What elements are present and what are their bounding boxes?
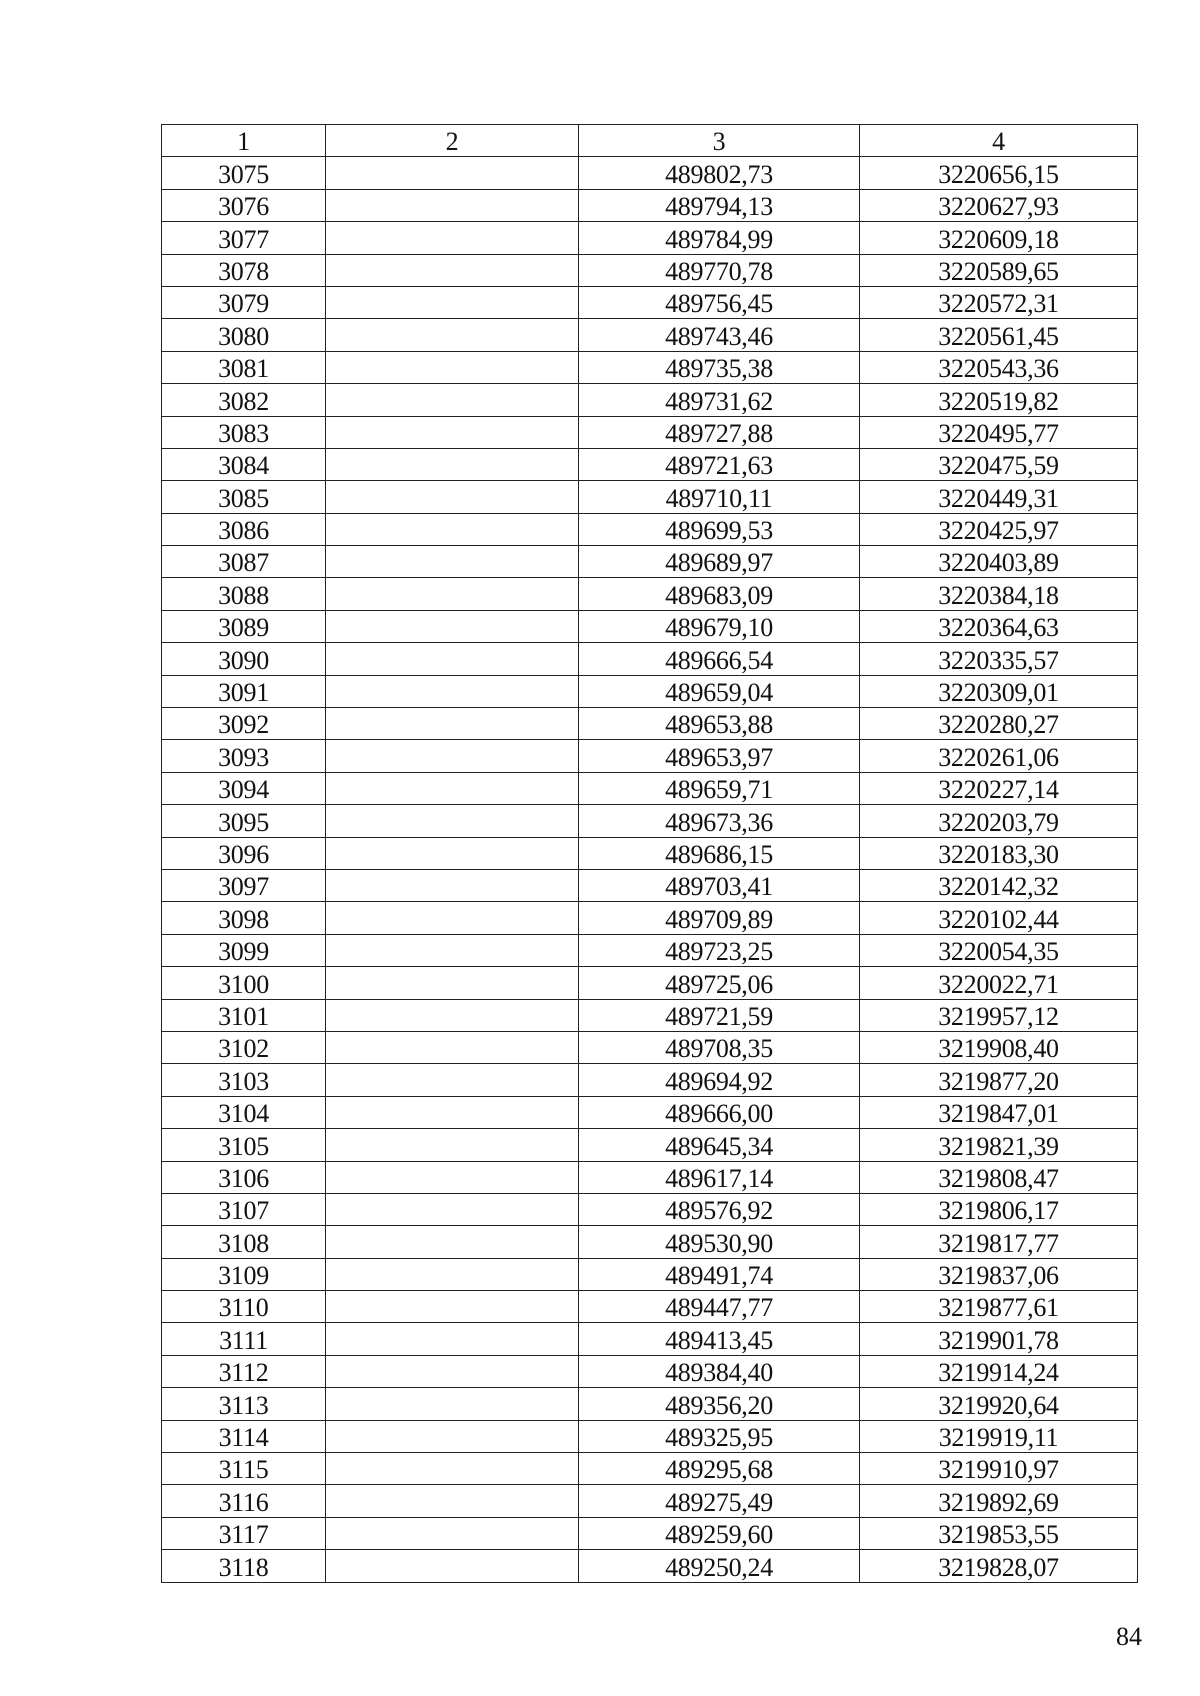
table-cell-col-1: 3101 bbox=[162, 999, 326, 1031]
table-cell-col-1: 3106 bbox=[162, 1161, 326, 1193]
table-row bbox=[162, 416, 1138, 448]
table-cell-col-4: 3219901,78 bbox=[860, 1323, 1138, 1355]
table-cell-col-4: 3220102,44 bbox=[860, 902, 1138, 934]
table-cell-col-1: 3077 bbox=[162, 222, 326, 254]
table-cell-col-1: 3113 bbox=[162, 1388, 326, 1420]
table-cell-col-3: 489259,60 bbox=[579, 1517, 860, 1549]
table-cell-col-4: 3220627,93 bbox=[860, 189, 1138, 221]
table-cell-col-3: 489659,04 bbox=[579, 675, 860, 707]
table-row bbox=[162, 967, 1138, 999]
table-cell-col-2 bbox=[326, 708, 579, 740]
table-row bbox=[162, 1161, 1138, 1193]
table-cell-col-3: 489673,36 bbox=[579, 805, 860, 837]
table-row bbox=[162, 157, 1138, 189]
table-cell-col-1: 3097 bbox=[162, 869, 326, 901]
table-cell-col-1: 3076 bbox=[162, 189, 326, 221]
table-row bbox=[162, 675, 1138, 707]
table-cell-col-1: 3111 bbox=[162, 1323, 326, 1355]
table-row bbox=[162, 1258, 1138, 1290]
table-row bbox=[162, 902, 1138, 934]
table-cell-col-4: 3220364,63 bbox=[860, 610, 1138, 642]
table-row bbox=[162, 1485, 1138, 1517]
table-cell-col-3: 489250,24 bbox=[579, 1550, 860, 1582]
table-cell-col-2 bbox=[326, 1355, 579, 1387]
table-cell-col-4: 3219919,11 bbox=[860, 1420, 1138, 1452]
table-cell-col-2 bbox=[326, 546, 579, 578]
table-cell-col-2 bbox=[326, 902, 579, 934]
table-cell-col-2 bbox=[326, 1258, 579, 1290]
table-cell-col-4: 3219853,55 bbox=[860, 1517, 1138, 1549]
table-cell-col-4: 3220227,14 bbox=[860, 772, 1138, 804]
table-cell-col-4: 3220054,35 bbox=[860, 934, 1138, 966]
table-cell-col-3: 489325,95 bbox=[579, 1420, 860, 1452]
table-cell-col-1: 3116 bbox=[162, 1485, 326, 1517]
table-cell-col-2 bbox=[326, 1129, 579, 1161]
table-cell-col-3: 489723,25 bbox=[579, 934, 860, 966]
table-cell-col-3: 489743,46 bbox=[579, 319, 860, 351]
table-cell-col-2 bbox=[326, 384, 579, 416]
table-cell-col-3: 489802,73 bbox=[579, 157, 860, 189]
table-cell-col-3: 489576,92 bbox=[579, 1193, 860, 1225]
table-cell-col-1: 3091 bbox=[162, 675, 326, 707]
table-cell-col-3: 489679,10 bbox=[579, 610, 860, 642]
page-number: 84 bbox=[1116, 1622, 1142, 1651]
table-cell-col-1: 3082 bbox=[162, 384, 326, 416]
table-cell-col-1: 3075 bbox=[162, 157, 326, 189]
table-cell-col-4: 3219808,47 bbox=[860, 1161, 1138, 1193]
table-cell-col-4: 3220183,30 bbox=[860, 837, 1138, 869]
table-cell-col-4: 3220142,32 bbox=[860, 869, 1138, 901]
table-cell-col-2 bbox=[326, 675, 579, 707]
table-cell-col-2 bbox=[326, 1031, 579, 1063]
table-cell-col-3: 489617,14 bbox=[579, 1161, 860, 1193]
table-row bbox=[162, 1517, 1138, 1549]
table-row bbox=[162, 448, 1138, 480]
header-col-1: 1 bbox=[162, 125, 326, 157]
table-cell-col-1: 3088 bbox=[162, 578, 326, 610]
table-row bbox=[162, 1291, 1138, 1323]
table-cell-col-2 bbox=[326, 837, 579, 869]
table-row bbox=[162, 1096, 1138, 1128]
table-row bbox=[162, 999, 1138, 1031]
table-header bbox=[162, 125, 1138, 157]
table-row bbox=[162, 1453, 1138, 1485]
table-cell-col-4: 3220280,27 bbox=[860, 708, 1138, 740]
table-row bbox=[162, 1064, 1138, 1096]
table-cell-col-1: 3094 bbox=[162, 772, 326, 804]
table-cell-col-3: 489709,89 bbox=[579, 902, 860, 934]
table-row bbox=[162, 384, 1138, 416]
table-cell-col-1: 3110 bbox=[162, 1291, 326, 1323]
table-row bbox=[162, 610, 1138, 642]
table-row bbox=[162, 222, 1138, 254]
table-row bbox=[162, 578, 1138, 610]
table-cell-col-4: 3219877,20 bbox=[860, 1064, 1138, 1096]
table-row bbox=[162, 837, 1138, 869]
table-cell-col-3: 489694,92 bbox=[579, 1064, 860, 1096]
table-cell-col-4: 3219877,61 bbox=[860, 1291, 1138, 1323]
table-cell-col-2 bbox=[326, 869, 579, 901]
table-row bbox=[162, 708, 1138, 740]
table-row bbox=[162, 1550, 1138, 1582]
table-row bbox=[162, 869, 1138, 901]
table-cell-col-4: 3220589,65 bbox=[860, 254, 1138, 286]
table-row bbox=[162, 1355, 1138, 1387]
header-col-2: 2 bbox=[326, 125, 579, 157]
table-cell-col-3: 489686,15 bbox=[579, 837, 860, 869]
table-cell-col-3: 489666,54 bbox=[579, 643, 860, 675]
table-cell-col-3: 489708,35 bbox=[579, 1031, 860, 1063]
table-cell-col-2 bbox=[326, 189, 579, 221]
table-cell-col-2 bbox=[326, 610, 579, 642]
table-cell-col-1: 3114 bbox=[162, 1420, 326, 1452]
table-cell-col-2 bbox=[326, 1226, 579, 1258]
table-cell-col-4: 3220519,82 bbox=[860, 384, 1138, 416]
table-cell-col-1: 3093 bbox=[162, 740, 326, 772]
table-cell-col-2 bbox=[326, 157, 579, 189]
table-cell-col-4: 3219892,69 bbox=[860, 1485, 1138, 1517]
table-cell-col-4: 3220543,36 bbox=[860, 351, 1138, 383]
table-cell-col-4: 3220403,89 bbox=[860, 546, 1138, 578]
table-cell-col-2 bbox=[326, 222, 579, 254]
table-cell-col-1: 3117 bbox=[162, 1517, 326, 1549]
table-cell-col-4: 3219957,12 bbox=[860, 999, 1138, 1031]
table-cell-col-2 bbox=[326, 1064, 579, 1096]
table-cell-col-2 bbox=[326, 1096, 579, 1128]
table-cell-col-4: 3219828,07 bbox=[860, 1550, 1138, 1582]
table-cell-col-4: 3220309,01 bbox=[860, 675, 1138, 707]
table-cell-col-2 bbox=[326, 1388, 579, 1420]
table-cell-col-2 bbox=[326, 513, 579, 545]
table-cell-col-3: 489491,74 bbox=[579, 1258, 860, 1290]
table-cell-col-1: 3092 bbox=[162, 708, 326, 740]
table-body bbox=[162, 157, 1138, 1582]
table-row bbox=[162, 286, 1138, 318]
table-cell-col-2 bbox=[326, 286, 579, 318]
table-cell-col-3: 489710,11 bbox=[579, 481, 860, 513]
table-cell-col-3: 489666,00 bbox=[579, 1096, 860, 1128]
table-cell-col-3: 489295,68 bbox=[579, 1453, 860, 1485]
table-cell-col-4: 3219910,97 bbox=[860, 1453, 1138, 1485]
table-row bbox=[162, 1129, 1138, 1161]
table-row bbox=[162, 546, 1138, 578]
table-row bbox=[162, 1420, 1138, 1452]
table-cell-col-3: 489721,63 bbox=[579, 448, 860, 480]
table-cell-col-1: 3096 bbox=[162, 837, 326, 869]
table-cell-col-4: 3219847,01 bbox=[860, 1096, 1138, 1128]
table-row bbox=[162, 1388, 1138, 1420]
table-cell-col-2 bbox=[326, 999, 579, 1031]
table-cell-col-3: 489703,41 bbox=[579, 869, 860, 901]
table-cell-col-4: 3219914,24 bbox=[860, 1355, 1138, 1387]
table-cell-col-4: 3219817,77 bbox=[860, 1226, 1138, 1258]
table-cell-col-4: 3220495,77 bbox=[860, 416, 1138, 448]
table-row bbox=[162, 319, 1138, 351]
table-cell-col-2 bbox=[326, 578, 579, 610]
table-cell-col-4: 3219920,64 bbox=[860, 1388, 1138, 1420]
table-cell-col-2 bbox=[326, 1517, 579, 1549]
table-cell-col-2 bbox=[326, 643, 579, 675]
table-cell-col-2 bbox=[326, 254, 579, 286]
header-col-3: 3 bbox=[579, 125, 860, 157]
table-cell-col-1: 3080 bbox=[162, 319, 326, 351]
table-cell-col-3: 489794,13 bbox=[579, 189, 860, 221]
table-cell-col-2 bbox=[326, 1453, 579, 1485]
table-cell-col-1: 3118 bbox=[162, 1550, 326, 1582]
table-cell-col-3: 489530,90 bbox=[579, 1226, 860, 1258]
table-cell-col-4: 3220384,18 bbox=[860, 578, 1138, 610]
table-cell-col-3: 489447,77 bbox=[579, 1291, 860, 1323]
table-cell-col-1: 3084 bbox=[162, 448, 326, 480]
table-row bbox=[162, 772, 1138, 804]
table-cell-col-3: 489770,78 bbox=[579, 254, 860, 286]
table-row bbox=[162, 513, 1138, 545]
table-cell-col-4: 3219837,06 bbox=[860, 1258, 1138, 1290]
table-cell-col-2 bbox=[326, 934, 579, 966]
table-cell-col-3: 489699,53 bbox=[579, 513, 860, 545]
table-cell-col-3: 489727,88 bbox=[579, 416, 860, 448]
table-cell-col-2 bbox=[326, 967, 579, 999]
table-cell-col-1: 3102 bbox=[162, 1031, 326, 1063]
table-cell-col-1: 3108 bbox=[162, 1226, 326, 1258]
table-cell-col-2 bbox=[326, 1161, 579, 1193]
table-cell-col-1: 3086 bbox=[162, 513, 326, 545]
table-row bbox=[162, 1226, 1138, 1258]
header-row bbox=[162, 125, 1138, 157]
table-cell-col-3: 489721,59 bbox=[579, 999, 860, 1031]
table-cell-col-2 bbox=[326, 1291, 579, 1323]
table-row bbox=[162, 740, 1138, 772]
table-cell-col-3: 489689,97 bbox=[579, 546, 860, 578]
table-cell-col-1: 3115 bbox=[162, 1453, 326, 1485]
table-cell-col-3: 489645,34 bbox=[579, 1129, 860, 1161]
table-cell-col-1: 3100 bbox=[162, 967, 326, 999]
table-cell-col-3: 489653,97 bbox=[579, 740, 860, 772]
table-cell-col-4: 3220335,57 bbox=[860, 643, 1138, 675]
table-cell-col-3: 489784,99 bbox=[579, 222, 860, 254]
table-cell-col-4: 3220572,31 bbox=[860, 286, 1138, 318]
table-cell-col-1: 3087 bbox=[162, 546, 326, 578]
table-cell-col-3: 489735,38 bbox=[579, 351, 860, 383]
table-cell-col-3: 489413,45 bbox=[579, 1323, 860, 1355]
table-row bbox=[162, 1031, 1138, 1063]
table-cell-col-2 bbox=[326, 481, 579, 513]
table-cell-col-3: 489384,40 bbox=[579, 1355, 860, 1387]
table-cell-col-1: 3079 bbox=[162, 286, 326, 318]
table-cell-col-4: 3220609,18 bbox=[860, 222, 1138, 254]
table-row bbox=[162, 805, 1138, 837]
table-cell-col-3: 489356,20 bbox=[579, 1388, 860, 1420]
table-cell-col-3: 489756,45 bbox=[579, 286, 860, 318]
table-cell-col-2 bbox=[326, 416, 579, 448]
coordinates-table bbox=[161, 124, 1138, 1583]
table-cell-col-4: 3220656,15 bbox=[860, 157, 1138, 189]
table-cell-col-1: 3085 bbox=[162, 481, 326, 513]
table-cell-col-2 bbox=[326, 1193, 579, 1225]
table-row bbox=[162, 351, 1138, 383]
table-cell-col-4: 3219806,17 bbox=[860, 1193, 1138, 1225]
table-cell-col-1: 3089 bbox=[162, 610, 326, 642]
table-cell-col-2 bbox=[326, 448, 579, 480]
table-cell-col-1: 3078 bbox=[162, 254, 326, 286]
table-cell-col-1: 3109 bbox=[162, 1258, 326, 1290]
table-cell-col-1: 3095 bbox=[162, 805, 326, 837]
header-col-4: 4 bbox=[860, 125, 1138, 157]
table-cell-col-4: 3220561,45 bbox=[860, 319, 1138, 351]
table-cell-col-1: 3112 bbox=[162, 1355, 326, 1387]
table-cell-col-3: 489275,49 bbox=[579, 1485, 860, 1517]
table-cell-col-2 bbox=[326, 351, 579, 383]
table-cell-col-3: 489725,06 bbox=[579, 967, 860, 999]
table-cell-col-2 bbox=[326, 740, 579, 772]
table-cell-col-1: 3099 bbox=[162, 934, 326, 966]
table-cell-col-4: 3219908,40 bbox=[860, 1031, 1138, 1063]
table-cell-col-4: 3220449,31 bbox=[860, 481, 1138, 513]
table-cell-col-3: 489659,71 bbox=[579, 772, 860, 804]
table-cell-col-1: 3107 bbox=[162, 1193, 326, 1225]
table-row bbox=[162, 934, 1138, 966]
table-cell-col-1: 3105 bbox=[162, 1129, 326, 1161]
table-row bbox=[162, 189, 1138, 221]
table-cell-col-3: 489653,88 bbox=[579, 708, 860, 740]
table-cell-col-3: 489731,62 bbox=[579, 384, 860, 416]
table-cell-col-2 bbox=[326, 1420, 579, 1452]
table-cell-col-1: 3103 bbox=[162, 1064, 326, 1096]
table-cell-col-4: 3220203,79 bbox=[860, 805, 1138, 837]
table-cell-col-4: 3220425,97 bbox=[860, 513, 1138, 545]
table-cell-col-2 bbox=[326, 1485, 579, 1517]
table-cell-col-1: 3090 bbox=[162, 643, 326, 675]
table-row bbox=[162, 481, 1138, 513]
table-cell-col-4: 3220022,71 bbox=[860, 967, 1138, 999]
table-cell-col-1: 3104 bbox=[162, 1096, 326, 1128]
table-cell-col-4: 3220261,06 bbox=[860, 740, 1138, 772]
table-cell-col-3: 489683,09 bbox=[579, 578, 860, 610]
table-cell-col-2 bbox=[326, 805, 579, 837]
table-cell-col-1: 3081 bbox=[162, 351, 326, 383]
table-row bbox=[162, 643, 1138, 675]
table-row bbox=[162, 254, 1138, 286]
table-row bbox=[162, 1193, 1138, 1225]
table-cell-col-1: 3098 bbox=[162, 902, 326, 934]
table-cell-col-2 bbox=[326, 319, 579, 351]
table-row bbox=[162, 1323, 1138, 1355]
table-cell-col-4: 3219821,39 bbox=[860, 1129, 1138, 1161]
table-cell-col-2 bbox=[326, 1323, 579, 1355]
table-cell-col-4: 3220475,59 bbox=[860, 448, 1138, 480]
table-cell-col-1: 3083 bbox=[162, 416, 326, 448]
table-cell-col-2 bbox=[326, 1550, 579, 1582]
table-cell-col-2 bbox=[326, 772, 579, 804]
